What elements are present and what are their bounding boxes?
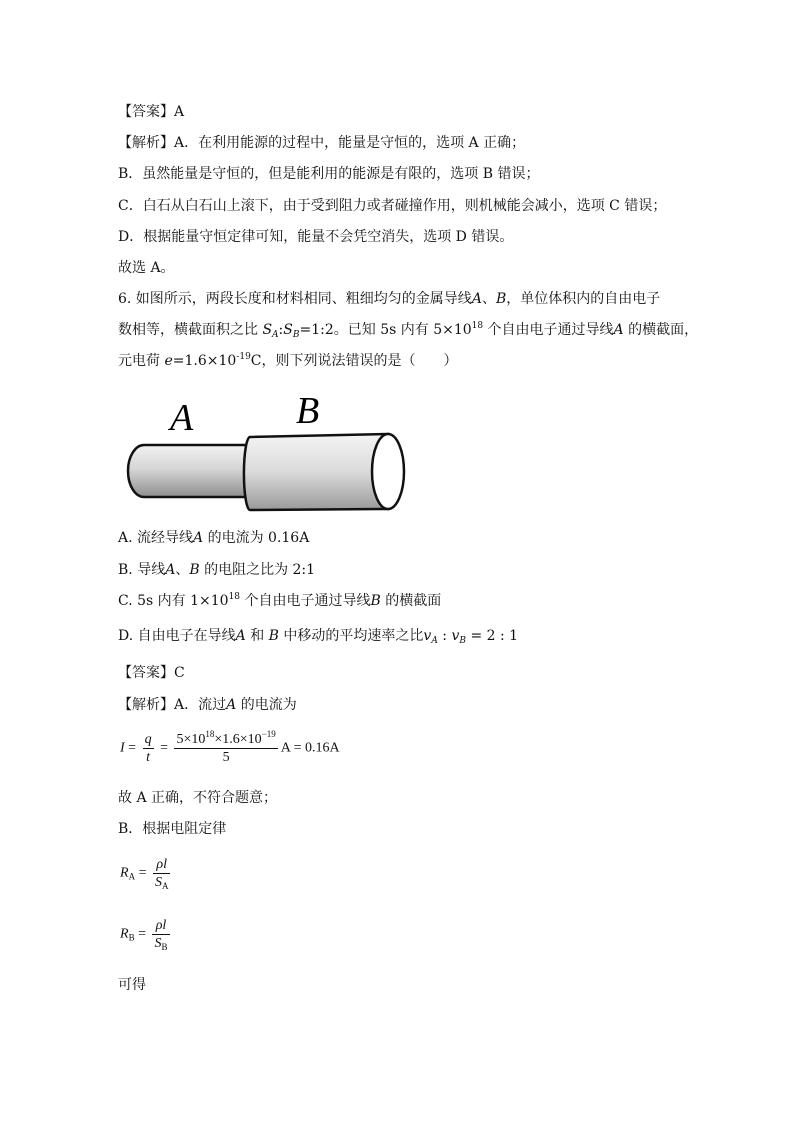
q6-option-c: C. 5s 内有 $1\times 10^{18}$ 个自由电子通过导线B 的横截面 xyxy=(118,592,442,609)
resistance-b-equation: $R_B$ = $\frac{\rho l}{S_B}$ xyxy=(120,918,168,952)
q6-stem-line1: 6. 如图所示，两段长度和材料相同、粗细均匀的金属导线A、B，单位体积内的自由电子 xyxy=(118,291,661,307)
wire-b xyxy=(244,434,404,510)
q6-kede: 可得 xyxy=(118,977,146,993)
q6-stem-line3: 元电荷 $e=1.6\times 10^{-19}C$，则下列说法错误的是（ ） xyxy=(118,352,458,369)
label-b: B xyxy=(296,390,320,432)
wire-figure xyxy=(122,388,412,518)
wire-a xyxy=(128,445,250,497)
q5-analysis-c: C．白石从白石山上滚下，由于受到阻力或者碰撞作用，则机械能会减小，选项 C 错误； xyxy=(118,198,667,214)
q5-conclusion: 故选 A。 xyxy=(118,260,175,276)
q5-analysis-b: B．虽然能量是守恒的，但是能利用的能源是有限的，选项 B 错误； xyxy=(118,166,540,182)
q6-analysis-a: 【解析】A．流过A 的电流为 xyxy=(118,697,297,713)
q6-option-d: D. 自由电子在导线A 和 B 中移动的平均速率之比$v_A$ : $v_B = 2$ : 1 xyxy=(118,628,519,646)
resistance-a-equation: $R_A$ = $\frac{\rho l}{S_A}$ xyxy=(120,857,169,891)
current-equation: I = $\frac{q}{t}$ = $\frac{5\times 10^{18}\times 1.6\times 10^{-19}}{5}$ A = 0.16A xyxy=(120,729,340,765)
q5-analysis-a: 【解析】A．在利用能源的过程中，能量是守恒的，选项 A 正确； xyxy=(118,135,526,151)
q6-line-a-ok: 故 A 正确，不符合题意； xyxy=(118,790,278,806)
q6-b-law: B．根据电阻定律 xyxy=(118,821,227,837)
q6-option-b: B. 导线A、B 的电阻之比为 2:1 xyxy=(118,562,316,578)
q6-option-a: A. 流经导线A 的电流为 0.16A xyxy=(118,530,310,546)
q6-stem-line2: 数相等，横截面积之比 $S_A:S_B=1:2$。已知 5s 内有 $5\times 10^{18}$ 个自由电子通过导线A 的横截面， xyxy=(118,321,699,340)
q5-answer: 【答案】A xyxy=(118,104,185,120)
q6-answer: 【答案】C xyxy=(118,665,185,681)
q5-analysis-d: D．根据能量守恒定律可知，能量不会凭空消失，选项 D 错误。 xyxy=(118,229,514,245)
label-a: A xyxy=(170,397,194,439)
